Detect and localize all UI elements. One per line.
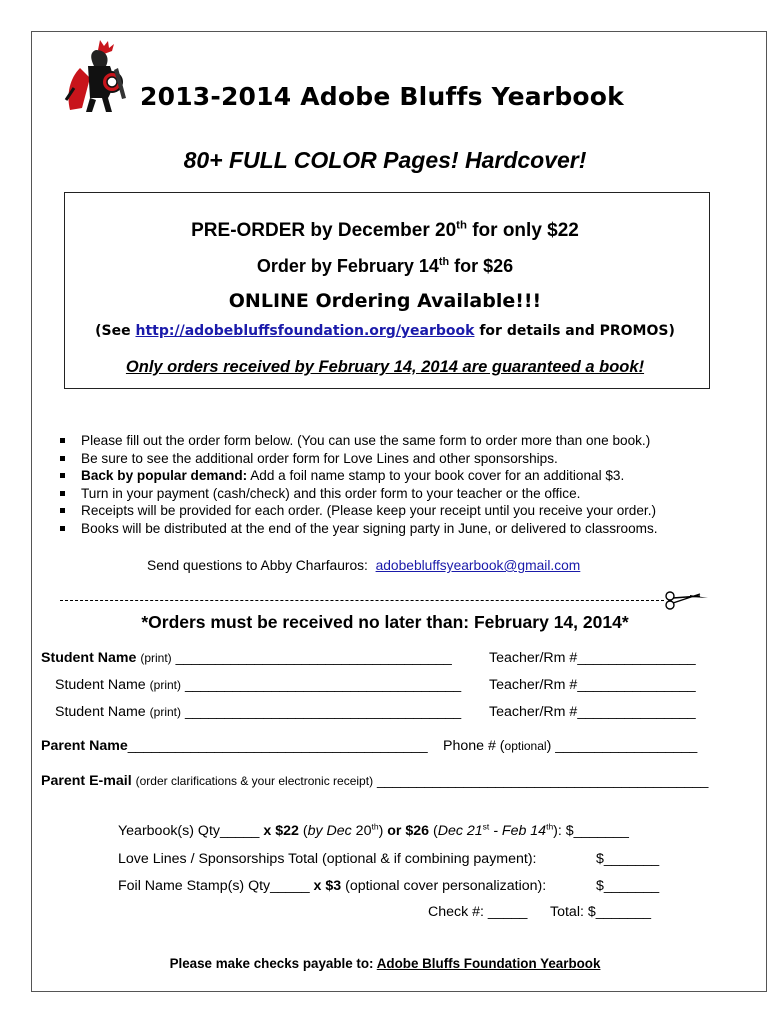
list-item: Turn in your payment (cash/check) and this order form to your teacher or the office. [60,485,658,503]
yearbook-qty-line[interactable]: Yearbook(s) Qty_____ x $22 (by Dec 20th) or $26 (Dec 21st - Feb 14th): $_______ [118,821,629,839]
list-item: Back by popular demand: Add a foil name stamp to your book cover for an additional $3. [60,467,658,485]
foundation-link[interactable]: http://adobebluffsfoundation.org/yearbook [135,323,475,339]
bullet-icon [60,438,65,443]
guarantee-line: Only orders received by February 14, 2014 are guaranteed a book! [125,358,645,376]
teacher-room-field-1[interactable]: Teacher/Rm #_______________ [489,650,696,666]
teacher-room-field-3[interactable]: Teacher/Rm #_______________ [489,704,696,720]
love-lines-amount-field[interactable]: $_______ [596,851,660,867]
check-number-field[interactable]: Check #: _____ [428,904,528,920]
page-title: 2013-2014 Adobe Bluffs Yearbook [140,82,625,111]
teacher-room-field-2[interactable]: Teacher/Rm #_______________ [489,677,696,693]
list-item: Be sure to see the additional order form for Love Lines and other sponsorships. [60,450,658,468]
bullet-icon [60,508,65,513]
cut-line [60,600,664,601]
payable-note: Please make checks payable to: Adobe Bluffs Foundation Yearbook [169,956,601,971]
instructions-list [60,432,658,538]
scissors-icon [660,590,712,610]
parent-name-field[interactable]: Parent Name______________________________________ [41,738,428,754]
page-subtitle: 80+ FULL COLOR Pages! Hardcover! [183,147,587,173]
foil-stamp-qty-line[interactable]: Foil Name Stamp(s) Qty_____ x $3 (optional cover personalization): [118,878,547,894]
bullet-icon [60,456,65,461]
online-ordering-line: ONLINE Ordering Available!!! [228,290,542,312]
parent-email-field[interactable]: Parent E-mail (order clarifications & your electronic receipt) __________________________________________ [41,773,709,789]
details-line: (See http://adobebluffsfoundation.org/yearbook for details and PROMOS) [95,323,675,339]
love-lines-label: Love Lines / Sponsorships Total (optional & if combining payment): [118,851,537,867]
february-order-line: Order by February 14th for $26 [256,256,514,276]
list-item: Books will be distributed at the end of the year signing party in June, or delivered to classrooms. [60,520,658,538]
bullet-icon [60,491,65,496]
bullet-icon [60,526,65,531]
preorder-line: PRE-ORDER by December 20th for only $22 [191,219,579,241]
foil-stamp-amount-field[interactable]: $_______ [596,878,660,894]
deadline-heading: *Orders must be received no later than: February 14, 2014* [141,612,629,632]
student-name-field-1[interactable]: Student Name (print) ___________________________________ [41,650,452,666]
contact-email-link[interactable]: adobebluffsyearbook@gmail.com [375,558,581,573]
knight-mascot-logo [60,38,132,114]
student-name-field-2[interactable]: Student Name (print) ___________________________________ [55,677,462,693]
list-item: Please fill out the order form below. (You can use the same form to order more than one book.) [60,432,658,450]
contact-line: Send questions to Abby Charfauros: adobebluffsyearbook@gmail.com [147,558,581,573]
total-field[interactable]: Total: $_______ [550,904,651,920]
phone-field[interactable]: Phone # (optional) __________________ [443,738,698,754]
student-name-field-3[interactable]: Student Name (print) ___________________________________ [55,704,462,720]
bullet-icon [60,473,65,478]
list-item: Receipts will be provided for each order. (Please keep your receipt until you receive your order.) [60,502,658,520]
